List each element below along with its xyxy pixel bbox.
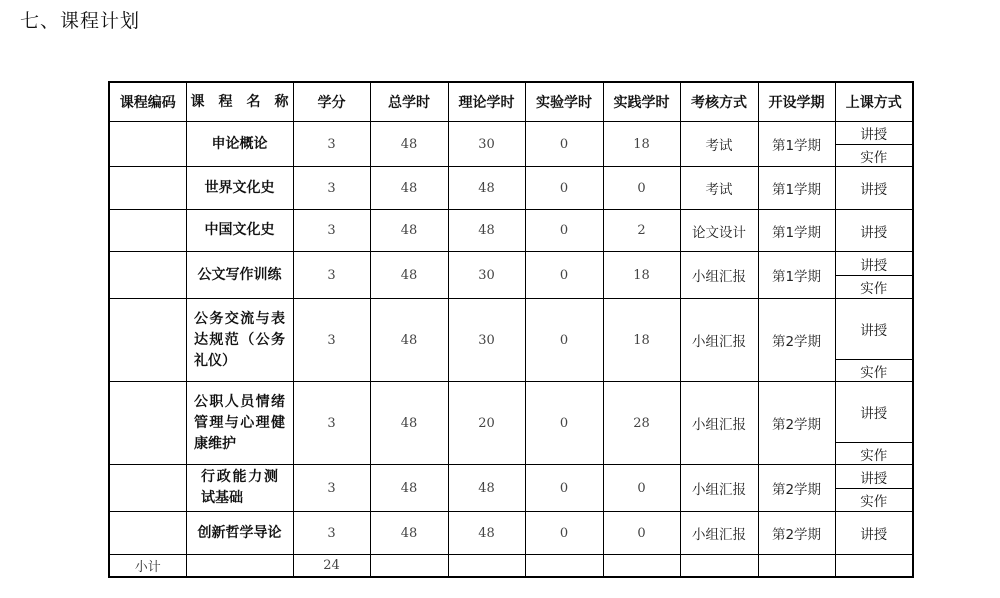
assessment-cell: 小组汇报 bbox=[680, 512, 758, 555]
credit-cell: 3 bbox=[293, 122, 370, 167]
practice-hours-cell: 0 bbox=[603, 167, 680, 210]
theory-hours-cell: 30 bbox=[448, 122, 525, 167]
course-code-cell bbox=[109, 382, 186, 465]
header-total-hours: 总学时 bbox=[370, 82, 448, 122]
subtotal-empty-cell bbox=[448, 555, 525, 577]
practice-hours-cell: 18 bbox=[603, 252, 680, 299]
credit-cell: 3 bbox=[293, 252, 370, 299]
course-name-cell bbox=[186, 167, 293, 210]
teaching-mode-primary: 讲授 bbox=[860, 127, 888, 143]
lab-hours-cell: 0 bbox=[525, 210, 603, 252]
course-name-cell bbox=[186, 252, 293, 299]
header-credit: 学分 bbox=[293, 82, 370, 122]
header-name: 课 程 名 称 bbox=[186, 82, 293, 122]
semester-cell: 第2学期 bbox=[758, 382, 835, 465]
total-hours-cell: 48 bbox=[370, 299, 448, 382]
course-name-text: 创新哲学导论 bbox=[197, 524, 282, 541]
semester-cell: 第1学期 bbox=[758, 122, 835, 167]
table-row bbox=[109, 122, 913, 167]
teaching-mode-cell bbox=[835, 512, 913, 555]
table-row bbox=[109, 512, 913, 555]
course-name-text: 中国文化史 bbox=[204, 222, 275, 238]
teaching-mode-cell bbox=[835, 167, 913, 210]
lab-hours-cell: 0 bbox=[525, 299, 603, 382]
practice-hours-cell: 18 bbox=[603, 299, 680, 382]
assessment-cell: 考试 bbox=[680, 167, 758, 210]
section-heading: 七、课程计划 bbox=[20, 10, 141, 32]
subtotal-empty-cell bbox=[835, 555, 913, 577]
teaching-mode-cell bbox=[835, 252, 913, 299]
teaching-mode-primary: 讲授 bbox=[860, 323, 888, 339]
teaching-mode-cell bbox=[835, 299, 913, 382]
teaching-mode-secondary: 实作 bbox=[836, 275, 913, 298]
teaching-mode-primary: 讲授 bbox=[860, 470, 888, 487]
table-row bbox=[109, 465, 913, 512]
total-hours-cell: 48 bbox=[370, 252, 448, 299]
subtotal-empty-cell bbox=[680, 555, 758, 577]
credit-cell: 3 bbox=[293, 299, 370, 382]
total-hours-cell: 48 bbox=[370, 512, 448, 555]
course-name-text: 公文写作训练 bbox=[197, 266, 282, 283]
subtotal-row bbox=[109, 555, 913, 577]
assessment-cell: 小组汇报 bbox=[680, 299, 758, 382]
header-practice-hours: 实践学时 bbox=[603, 82, 680, 122]
course-name-cell bbox=[186, 210, 293, 252]
teaching-mode-primary: 讲授 bbox=[860, 406, 888, 422]
subtotal-empty-cell bbox=[370, 555, 448, 577]
table-row bbox=[109, 252, 913, 299]
subtotal-credit: 24 bbox=[293, 555, 370, 577]
teaching-mode-cell bbox=[835, 382, 913, 465]
semester-cell: 第2学期 bbox=[758, 512, 835, 555]
credit-cell: 3 bbox=[293, 382, 370, 465]
semester-cell: 第1学期 bbox=[758, 167, 835, 210]
theory-hours-cell: 20 bbox=[448, 382, 525, 465]
course-name-cell bbox=[186, 122, 293, 167]
header-teaching-mode: 上课方式 bbox=[835, 82, 913, 122]
teaching-mode-primary: 讲授 bbox=[860, 257, 888, 274]
theory-hours-cell: 30 bbox=[448, 252, 525, 299]
teaching-mode-secondary: 实作 bbox=[836, 144, 913, 166]
teaching-mode-primary: 讲授 bbox=[860, 182, 888, 198]
table-header-row bbox=[109, 82, 913, 122]
course-name-text: 世界文化史 bbox=[204, 179, 275, 196]
semester-cell: 第1学期 bbox=[758, 252, 835, 299]
lab-hours-cell: 0 bbox=[525, 252, 603, 299]
theory-hours-cell: 48 bbox=[448, 210, 525, 252]
teaching-mode-cell bbox=[835, 210, 913, 252]
teaching-mode-secondary: 实作 bbox=[836, 359, 913, 381]
teaching-mode-primary: 讲授 bbox=[860, 224, 888, 241]
subtotal-empty-cell bbox=[186, 555, 293, 577]
course-code-cell bbox=[109, 299, 186, 382]
subtotal-empty-cell bbox=[758, 555, 835, 577]
course-name-cell bbox=[186, 465, 293, 512]
table-row bbox=[109, 382, 913, 465]
credit-cell: 3 bbox=[293, 167, 370, 210]
teaching-mode-primary: 讲授 bbox=[860, 527, 888, 543]
teaching-mode-cell bbox=[835, 122, 913, 167]
theory-hours-cell: 30 bbox=[448, 299, 525, 382]
practice-hours-cell: 28 bbox=[603, 382, 680, 465]
subtotal-label: 小计 bbox=[109, 555, 186, 577]
theory-hours-cell: 48 bbox=[448, 512, 525, 555]
assessment-cell: 论文设计 bbox=[680, 210, 758, 252]
semester-cell: 第2学期 bbox=[758, 299, 835, 382]
credit-cell: 3 bbox=[293, 465, 370, 512]
total-hours-cell: 48 bbox=[370, 167, 448, 210]
theory-hours-cell: 48 bbox=[448, 167, 525, 210]
practice-hours-cell: 2 bbox=[603, 210, 680, 252]
table-row bbox=[109, 299, 913, 382]
course-name-text: 申论概论 bbox=[211, 135, 268, 152]
teaching-mode-cell bbox=[835, 465, 913, 512]
table-row bbox=[109, 167, 913, 210]
course-name-text: 行政能力测试基础 bbox=[201, 469, 278, 506]
subtotal-empty-cell bbox=[525, 555, 603, 577]
assessment-cell: 考试 bbox=[680, 122, 758, 167]
total-hours-cell: 48 bbox=[370, 465, 448, 512]
course-code-cell bbox=[109, 167, 186, 210]
course-code-cell bbox=[109, 210, 186, 252]
lab-hours-cell: 0 bbox=[525, 512, 603, 555]
lab-hours-cell: 0 bbox=[525, 122, 603, 167]
course-name-cell bbox=[186, 299, 293, 382]
semester-cell: 第1学期 bbox=[758, 210, 835, 252]
subtotal-empty-cell bbox=[603, 555, 680, 577]
table-row bbox=[109, 210, 913, 252]
assessment-cell: 小组汇报 bbox=[680, 465, 758, 512]
teaching-mode-secondary: 实作 bbox=[836, 488, 913, 511]
course-name-text: 公职人员情绪管理与心理健康维护 bbox=[194, 393, 285, 452]
course-code-cell bbox=[109, 465, 186, 512]
teaching-mode-secondary: 实作 bbox=[836, 442, 913, 464]
lab-hours-cell: 0 bbox=[525, 465, 603, 512]
total-hours-cell: 48 bbox=[370, 210, 448, 252]
header-semester: 开设学期 bbox=[758, 82, 835, 122]
assessment-cell: 小组汇报 bbox=[680, 382, 758, 465]
header-assessment: 考核方式 bbox=[680, 82, 758, 122]
semester-cell: 第2学期 bbox=[758, 465, 835, 512]
credit-cell: 3 bbox=[293, 512, 370, 555]
course-name-text: 公务交流与表达规范（公务礼仪） bbox=[194, 310, 285, 369]
course-code-cell bbox=[109, 252, 186, 299]
course-plan-table bbox=[108, 81, 914, 578]
practice-hours-cell: 0 bbox=[603, 512, 680, 555]
credit-cell: 3 bbox=[293, 210, 370, 252]
theory-hours-cell: 48 bbox=[448, 465, 525, 512]
course-name-cell bbox=[186, 512, 293, 555]
header-theory-hours: 理论学时 bbox=[448, 82, 525, 122]
total-hours-cell: 48 bbox=[370, 382, 448, 465]
lab-hours-cell: 0 bbox=[525, 167, 603, 210]
assessment-cell: 小组汇报 bbox=[680, 252, 758, 299]
practice-hours-cell: 0 bbox=[603, 465, 680, 512]
header-lab-hours: 实验学时 bbox=[525, 82, 603, 122]
total-hours-cell: 48 bbox=[370, 122, 448, 167]
header-code: 课程编码 bbox=[109, 82, 186, 122]
practice-hours-cell: 18 bbox=[603, 122, 680, 167]
course-code-cell bbox=[109, 122, 186, 167]
lab-hours-cell: 0 bbox=[525, 382, 603, 465]
course-code-cell bbox=[109, 512, 186, 555]
course-name-cell bbox=[186, 382, 293, 465]
